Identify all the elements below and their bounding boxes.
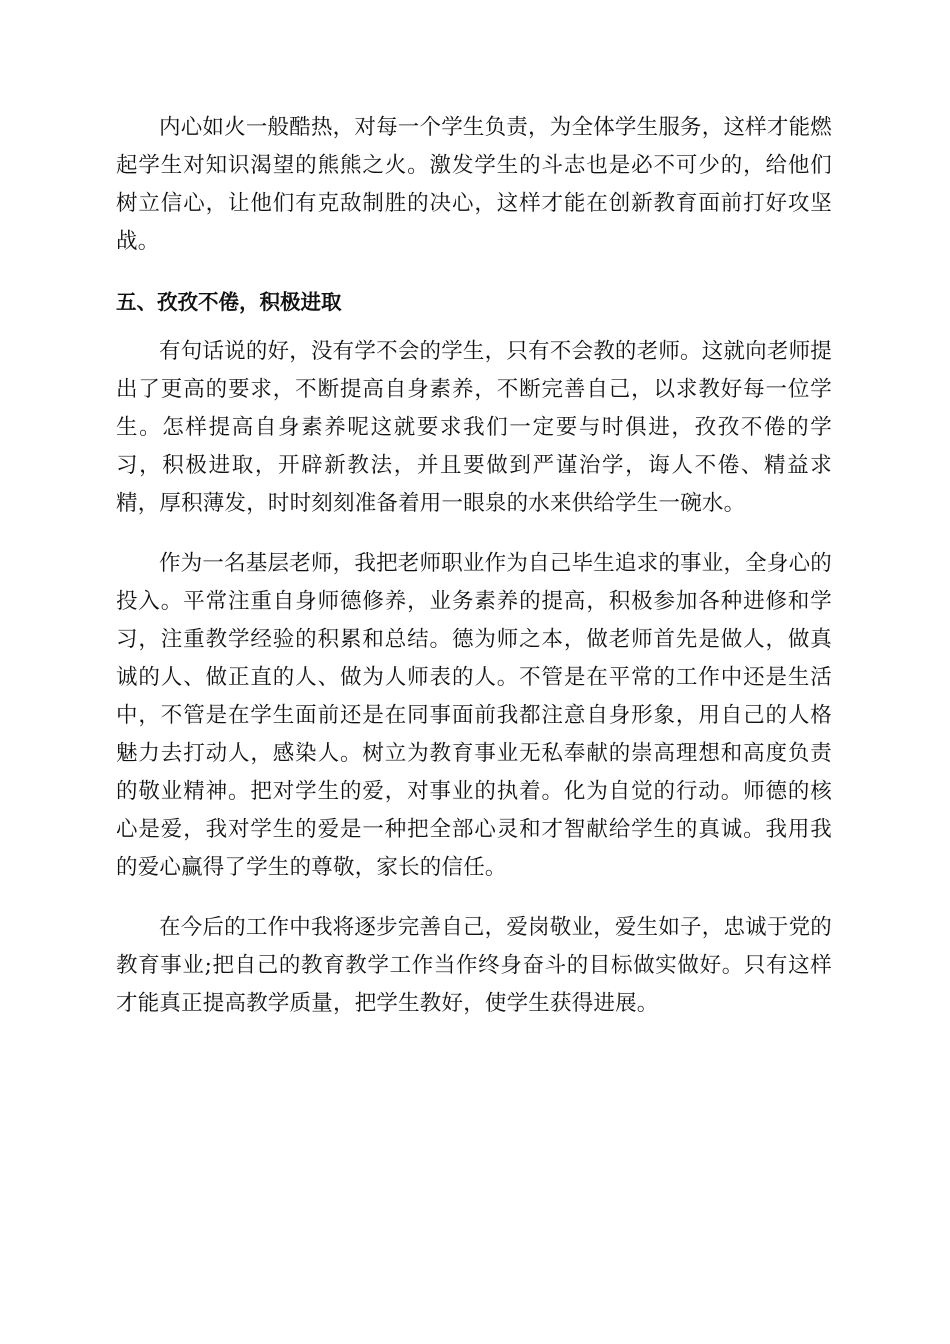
spacer xyxy=(116,887,832,909)
intro-paragraph: 内心如火一般酷热，对每一个学生负责，为全体学生服务，这样才能燃起学生对知识渴望的熊熊之火。激发学生的斗志也是必不可少的，给他们树立信心，让他们有克敌制胜的决心，这样才能在创新教育面前打好攻坚战。 xyxy=(116,115,832,254)
spacer xyxy=(116,321,832,333)
document-page xyxy=(116,109,832,1023)
section-paragraph-2: 作为一名基层老师，我把老师职业作为自己毕生追求的事业，全身心的投入。平常注重自身师德修养，业务素养的提高，积极参加各种进修和学习，注重教学经验的积累和总结。德为师之本，做老师首先是做人，做真诚的人、做正直的人、做为人师表的人。不管是在平常的工作中还是生活中，不管是在学生面前还是在同事面前我都注意自身形象，用自己的人格魅力去打动人，感染人。树立为教育事业无私奉献的崇高理想和高度负责的敬业精神。把对学生的爱，对事业的执着。化为自觉的行动。师德的核心是爱，我对学生的爱是一种把全部心灵和才智献给学生的真诚。我用我的爱心赢得了学生的尊敬，家长的信任。 xyxy=(116,551,832,880)
spacer xyxy=(116,523,832,545)
spacer xyxy=(116,261,832,283)
section-paragraph-3: 在今后的工作中我将逐步完善自己，爱岗敬业，爱生如子，忠诚于党的教育事业;把自己的教育教学工作当作终身奋斗的目标做实做好。只有这样才能真正提高教学质量，把学生教好，使学生获得进展。 xyxy=(116,915,832,1016)
section-heading: 五、孜孜不倦，积极进取 xyxy=(116,290,342,314)
section-paragraph-1: 有句话说的好，没有学不会的学生，只有不会教的老师。这就向老师提出了更高的要求，不断提高自身素养，不断完善自己，以求教好每一位学生。怎样提高自身素养呢这就要求我们一定要与时俱进，孜孜不倦的学习，积极进取，开辟新教法，并且要做到严谨治学，诲人不倦、精益求精，厚积薄发，时时刻刻准备着用一眼泉的水来供给学生一碗水。 xyxy=(116,339,832,516)
